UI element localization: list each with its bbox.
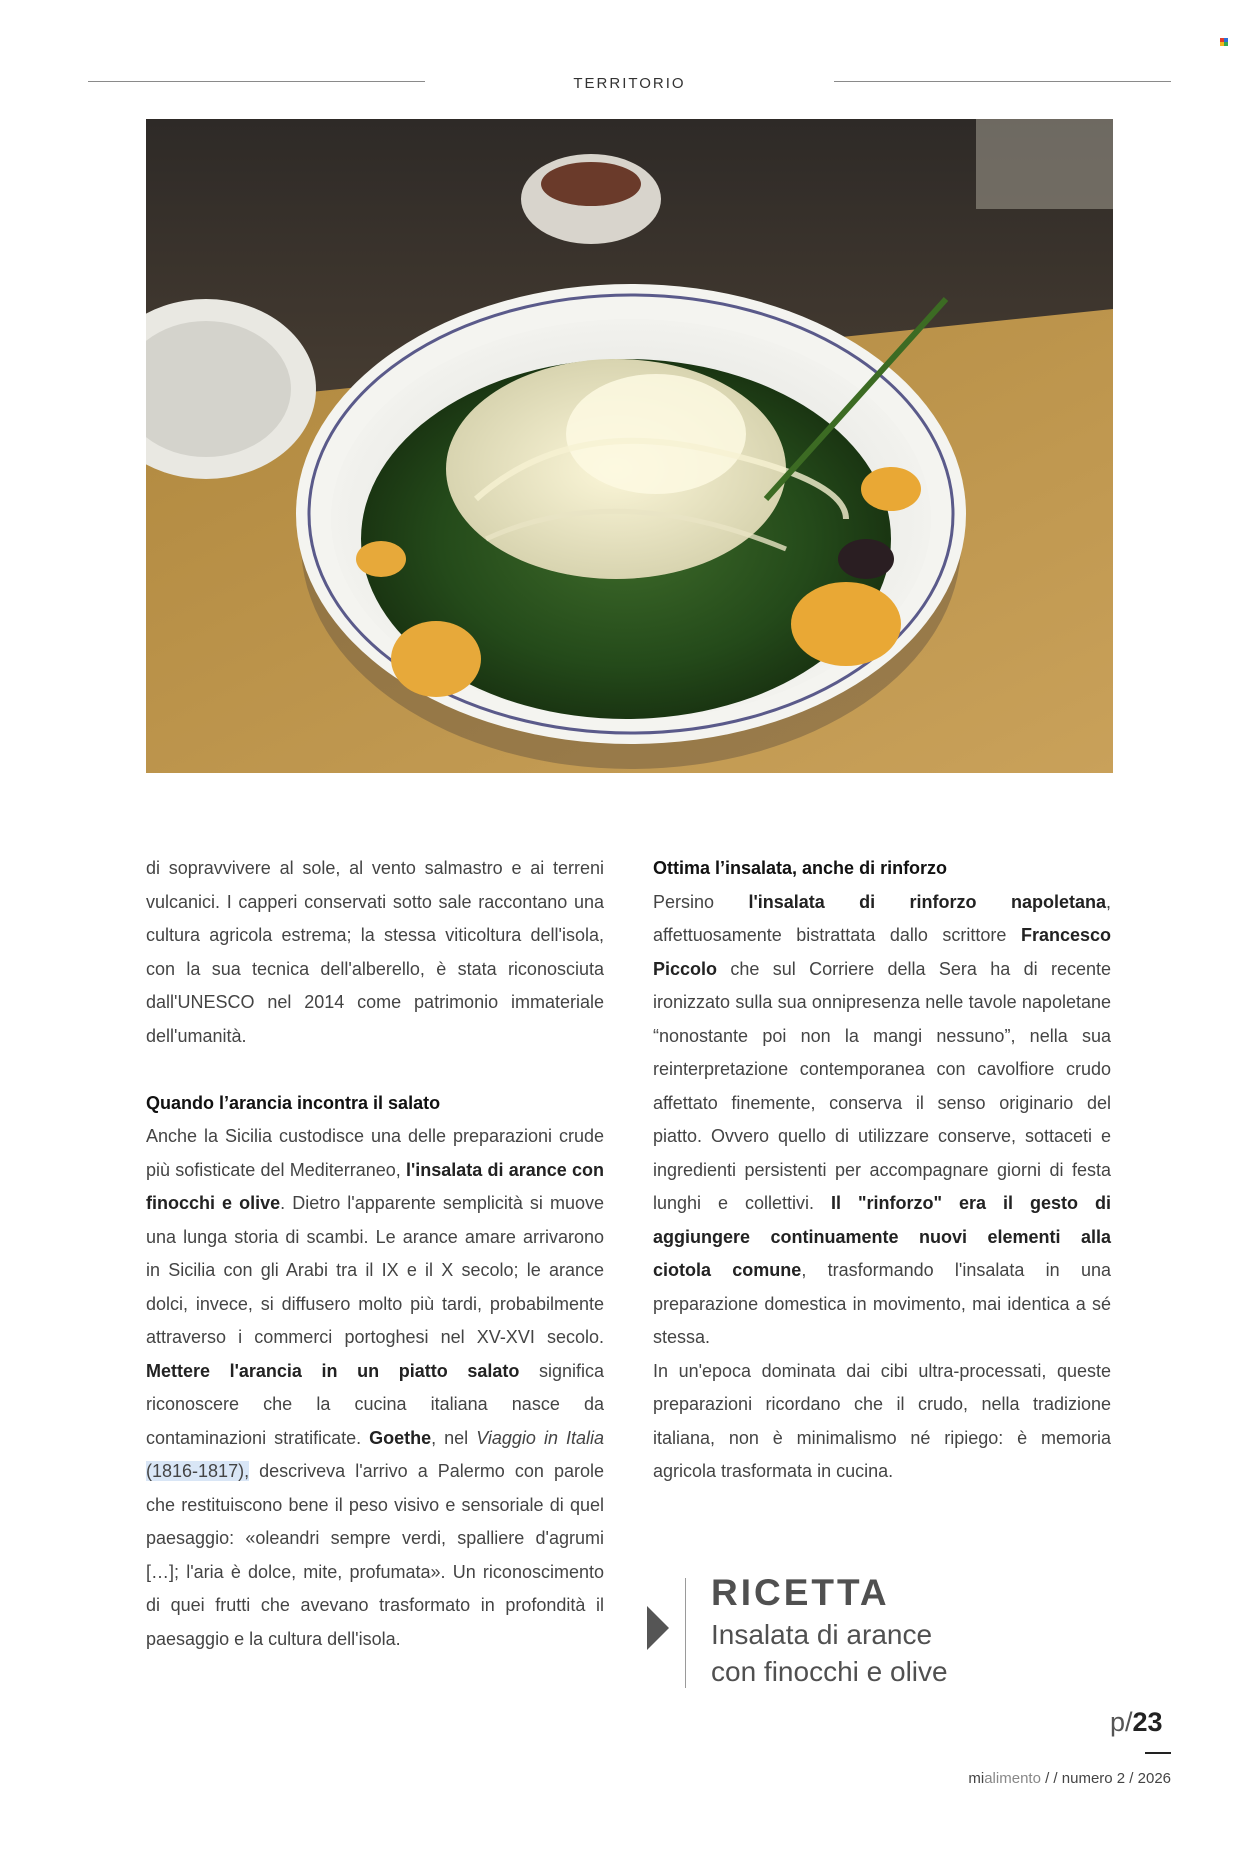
left-column (146, 852, 604, 1656)
header-rule-right (834, 81, 1171, 82)
recipe-link[interactable] (645, 1572, 965, 1688)
recipe-title: RICETTA (711, 1572, 890, 1613)
section-label: TERRITORIO (573, 75, 686, 92)
recipe-subtitle: Insalata di arance con finocchi e olive (711, 1619, 948, 1687)
corner-color-mark (1220, 38, 1228, 46)
recipe-divider (685, 1578, 686, 1688)
page-number-rule (1145, 1752, 1171, 1754)
paragraph-rinforzo: Persino l'insalata di rinforzo napoletana, affettuosamente bistrattata dallo scrittore Francesco Piccolo che sul Corriere della Sera ha di recente ironizzato sulla sua onnipresenza nelle tavole napoletane “nonostante poi non la mangi nessuno”, nella sua reinterpretazione contemporanea con cavolfiore crudo affettato finemente, conserva il senso originario del piatto. Ovvero quello di utilizzare conserve, sottaceti e ingredienti persistenti per accompagnare giorni di festa lunghi e collettivi. Il "rinforzo" era il gesto di aggiungere continuamente nuovi elementi alla ciotola comune, trasformando l'insalata in una preparazione domestica in movimento, mai identica a sé stessa. (653, 891, 1111, 1347)
right-column (653, 852, 1111, 1489)
footer-publication: mialimento / / numero 2 / 2026 (968, 1770, 1171, 1787)
paragraph-ultra-processati: In un'epoca dominata dai cibi ultra-processati, queste preparazioni ricordano che il crudo, nella tradizione italiana, non è minimalismo né ripiego: è memoria agricola trasformata in cucina. (653, 1360, 1111, 1481)
paragraph-sicilia: Anche la Sicilia custodisce una delle preparazioni crude più sofisticate del Mediterraneo, l'insalata di arance con finocchi e olive. Dietro l'apparente semplicità si muove una lunga storia di scambi. Le arance amare arrivarono in Sicilia con gli Arabi tra il IX e il X secolo; le arance dolci, invece, si diffusero molto più tardi, probabilmente attraverso i commerci portoghesi nel XV-XVI secolo. Mettere l'arancia in un piatto salato significa riconoscere che la cucina italiana nasce da contaminazioni stratificate. Goethe, nel Viaggio in Italia (1816-1817), descriveva l'arrivo a Palermo con parole che restituiscono bene il peso visivo e sensoriale di quel paesaggio: «oleandri sempre verdi, spalliere d'agrumi […]; l'aria è dolce, mite, profumata». Un riconoscimento di quei frutti che avevano trasformato in profondità il paesaggio e la cultura dell'isola. (146, 1126, 605, 1649)
heading-arancia-salato: Quando l’arancia incontra il salato (146, 1092, 441, 1113)
page-number: p/23 (1110, 1707, 1163, 1737)
play-arrow-icon (647, 1606, 669, 1650)
paragraph-capperi: di sopravvivere al sole, al vento salmastro e ai terreni vulcanici. I capperi conservati sotto sale raccontano una cultura agricola estrema; la stessa viticoltura dell'isola, con la sua tecnica dell'alberello, è stata riconosciuta dall'UNESCO nel 2014 come patrimonio immateriale dell'umanità. (146, 858, 604, 1046)
highlighted-text: (1816-1817), (146, 1461, 250, 1481)
heading-insalata-rinforzo: Ottima l’insalata, anche di rinforzo (653, 858, 948, 878)
header-rule-left (88, 81, 425, 82)
photo-salad-bowl (146, 119, 1113, 773)
